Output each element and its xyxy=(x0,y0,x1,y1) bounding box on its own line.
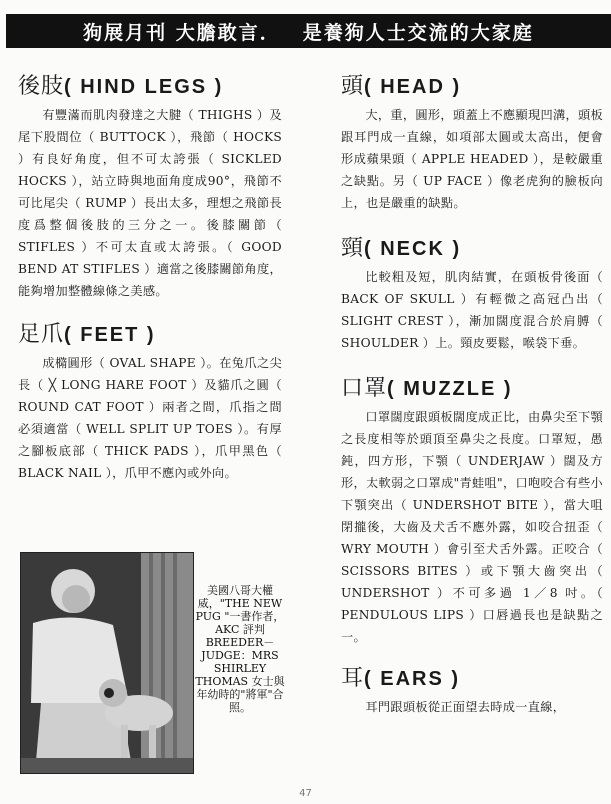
title-en: ( HEAD ) xyxy=(364,76,462,98)
title-en: ( FEET ) xyxy=(64,324,156,346)
section-hind-legs xyxy=(18,72,282,302)
banner-left-text: 狗展月刊 大膽敢言． xyxy=(83,21,281,44)
title-zh: 耳 xyxy=(341,666,365,691)
section-title xyxy=(341,234,603,264)
section-title xyxy=(341,374,603,404)
section-title xyxy=(18,72,282,102)
header-banner xyxy=(6,14,611,48)
left-column xyxy=(18,72,282,484)
section-body: 口罩闊度跟頭板闊度成正比，由鼻尖至下顎之長度相等於頭頂至鼻尖之長度。口罩短，愚鈍，四方形，下顎（ UNDERJAW ）闊及方形，太軟弱之口罩成"青蛙咀"，口咆咬合有些小下顎突出（ UNDERSHOT BITE ），當大咀閉攏後，大齒及犬舌不應外露，如咬合扭歪（ WRY MOUTH ）會引至犬舌外露。正咬合（ SCISSORS BITES ）或下顎大齒突出（ UNDERSHOT ）不可多過 1／8 吋。（ PENDULOUS LIPS ）口唇過長也是缺點之一。 xyxy=(341,410,603,644)
section-feet xyxy=(18,320,282,484)
title-zh: 足爪 xyxy=(18,322,65,347)
photo-caption: 美國八哥大權威，"THE NEW PUG "一書作者，AKC 評判 BREEDER－JUDGE：MRS SHIRLEY THOMAS 女士與年幼時的"將軍"合照。 xyxy=(195,584,285,714)
section-body: 成橢圓形（ OVAL SHAPE ）。在兔爪之尖長（ ╳ LONG HARE FOOT ）及貓爪之圓（ ROUND CAT FOOT ）兩者之間，爪指之間必須適當（ WELL SPLIT UP TOES ）。有厚之腳板底部（ THICK PADS ），爪甲黑色（ BLACK NAIL ），爪甲不應內或外向。 xyxy=(18,356,282,480)
title-zh: 口罩 xyxy=(341,376,388,401)
photo xyxy=(20,552,194,774)
section-head xyxy=(341,72,603,214)
page-number: 47 xyxy=(299,788,312,799)
section-ears xyxy=(341,664,603,718)
section-title xyxy=(18,320,282,350)
section-body: 有豐滿而肌肉發達之大腱（ THIGHS ）及尾下股間位（ BUTTOCK ），飛節（ HOCKS ）有良好角度，但不可太誇張（ SICKLED HOCKS ），站立時與地面角度成90°，飛節不可比尾尖（ RUMP ）長出太多，理想之飛節長度爲整個後肢的三分之一。後膝關節（ STIFLES ）不可太直或太誇張。（ GOOD BEND AT STIFLES ）適當之後膝關節角度，能夠增加整體線條之美感。 xyxy=(18,108,282,298)
title-zh: 頸 xyxy=(341,236,365,261)
title-en: ( MUZZLE ) xyxy=(387,378,513,400)
title-en: ( HIND LEGS ) xyxy=(64,76,224,98)
title-en: ( EARS ) xyxy=(364,668,461,690)
section-body: 大，重，圓形，頭蓋上不應顯現凹溝，頭板跟耳門成一直線，如項部太圓或太高出，便會形成蘋果頭（ APPLE HEADED ），是較嚴重之缺點。另（ UP FACE ）像老虎狗的臉板向上，也是嚴重的缺點。 xyxy=(341,108,603,210)
title-zh: 頭 xyxy=(341,74,365,99)
photo-image xyxy=(21,553,193,773)
title-en: ( NECK ) xyxy=(364,238,462,260)
section-body: 比較粗及短，肌肉結實，在頭板骨後面（ BACK OF SKULL ）有輕微之高冠凸出（ SLIGHT CREST ），漸加闊度混合於肩膊（ SHOULDER ）上。頸皮要鬆，喉袋下垂。 xyxy=(341,270,603,350)
right-column xyxy=(341,72,603,718)
title-zh: 後肢 xyxy=(18,74,65,99)
section-neck xyxy=(341,234,603,354)
section-title xyxy=(341,72,603,102)
section-muzzle xyxy=(341,374,603,648)
section-title xyxy=(341,664,603,694)
section-body: 耳門跟頭板從正面望去時成一直線， xyxy=(365,700,566,714)
banner-right-text: 是養狗人士交流的大家庭 xyxy=(302,21,534,44)
